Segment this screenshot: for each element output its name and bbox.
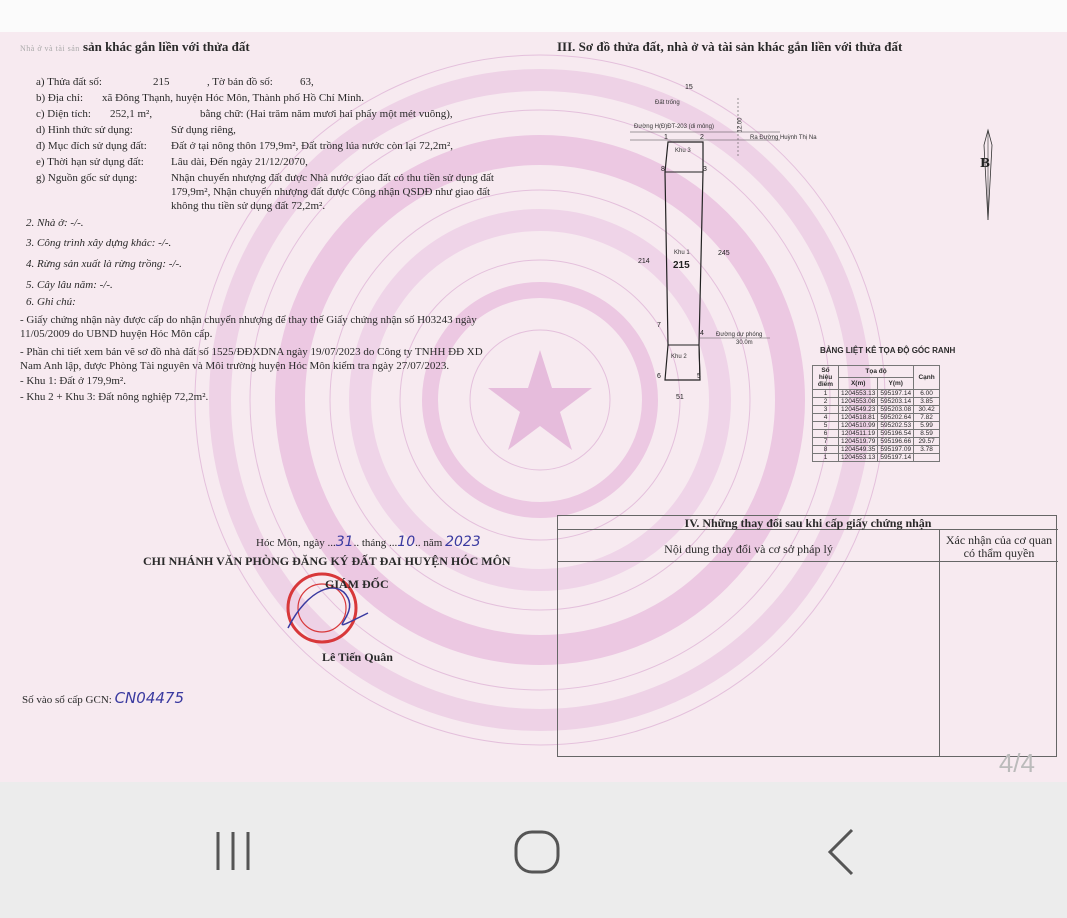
vertex-8: 8 [661, 166, 665, 173]
plot-number-value: 215 [153, 76, 170, 88]
coords-header-edge: Cạnh [914, 366, 940, 390]
origin-label: g) Nguồn gốc sử dụng: [36, 172, 138, 184]
address-value: xã Đông Thạnh, huyện Hóc Môn, Thành phố Hồ Chí Minh. [102, 92, 365, 104]
table-row: 6 1204511.19 595196.54 8.59 [813, 430, 940, 438]
coords-header-coord: Tọa độ [839, 366, 914, 378]
vertex-6: 6 [657, 373, 661, 380]
construction-item: 3. Công trình xây dựng khác: -/-. [26, 237, 172, 249]
coords-header-y: Y(m) [878, 378, 914, 390]
coords-header-point: Số hiệu điểm [813, 366, 839, 390]
label-road: Đường H(Đ)ĐT-203 (di mông) [634, 124, 714, 130]
origin-value-2: 179,9m², Nhận chuyển nhượng đất được Công nhận QSDĐ như giao đất [171, 186, 491, 198]
house-item: 2. Nhà ở: -/-. [26, 217, 84, 229]
label-parcel-51: 51 [676, 394, 684, 401]
vertex-3: 3 [703, 166, 707, 173]
map-sheet-value: 63, [300, 76, 314, 88]
map-sheet-label: , Tờ bản đồ số: [207, 76, 273, 88]
origin-value-1: Nhận chuyển nhượng đất được Nhà nước giao đất có thu tiền sử dụng đất [171, 172, 494, 184]
label-khu-3: Khu 3 [675, 148, 691, 154]
vertex-7: 7 [657, 322, 661, 329]
note-2b: Nam Anh lập, được Phòng Tài nguyên và Môi trường huyện Hóc Môn kiểm tra ngày 27/07/2023. [20, 360, 450, 372]
area-value: 252,1 m², [110, 108, 153, 120]
use-term-label: e) Thời hạn sử dụng đất: [36, 156, 144, 168]
table-row: 1 1204553.13 595197.14 [813, 454, 940, 462]
address-label: b) Địa chỉ: [36, 92, 84, 104]
signing-date: Hóc Môn, ngày ...31.. tháng ...10.. năm 2023 [256, 534, 481, 550]
registry-number: Số vào sổ cấp GCN: CN04475 [22, 689, 184, 707]
note-3: - Khu 1: Đất ở 179,9m². [20, 375, 126, 387]
area-label: c) Diện tích: [36, 108, 91, 120]
label-khu-1: Khu 1 [674, 250, 690, 256]
note-4: - Khu 2 + Khu 3: Đất nông nghiệp 72,2m². [20, 391, 209, 403]
viewer-top-bar [0, 0, 1067, 32]
use-form-label: d) Hình thức sử dụng: [36, 124, 133, 136]
label-khu-2: Khu 2 [671, 354, 687, 360]
vertex-4: 4 [700, 330, 704, 337]
coords-table-title: BẢNG LIỆT KÊ TỌA ĐỘ GÓC RANH [820, 346, 956, 355]
table-row: 4 1204518.81 595202.64 7.82 [813, 414, 940, 422]
use-form-value: Sử dụng riêng, [171, 124, 236, 136]
vertex-1: 1 [664, 134, 668, 141]
recent-apps-button[interactable] [173, 822, 293, 882]
north-label: B [980, 156, 991, 170]
table-row: 7 1204519.79 595196.66 29.57 [813, 438, 940, 446]
origin-value-3: không thu tiền sử dụng đất 72,2m². [171, 200, 326, 212]
label-parcel-main: 215 [673, 260, 690, 271]
label-parcel-15: 15 [685, 84, 693, 91]
signer-role: GIÁM ĐỐC [325, 577, 389, 591]
plot-number-label: a) Thửa đất số: [36, 76, 102, 88]
notes-title: 6. Ghi chú: [26, 296, 76, 308]
section-iv-title: IV. Những thay đổi sau khi cấp giấy chứng nhận [558, 516, 1058, 530]
changes-header-confirmation-line1: Xác nhận của cơ quan [945, 533, 1053, 547]
vertex-2: 2 [700, 134, 704, 141]
home-button[interactable] [476, 822, 596, 882]
changes-header-content: Nội dung thay đổi và cơ sở pháp lý [558, 530, 940, 562]
back-icon [782, 822, 902, 882]
changes-content-cell [558, 562, 940, 757]
recent-apps-icon [173, 822, 293, 882]
label-planned-width: 30.0m [736, 340, 753, 346]
home-icon [476, 822, 596, 882]
note-2a: - Phần chi tiết xem bản vẽ sơ đồ nhà đất số 1525/ĐĐXDNA ngày 19/07/2023 do Công ty TNHH ĐĐ XD [20, 346, 483, 358]
table-row: 8 1204549.35 595197.09 3.78 [813, 446, 940, 454]
signer-name: Lê Tiến Quân [322, 650, 393, 664]
label-parcel-245: 245 [718, 250, 730, 257]
coords-header-x: X(m) [839, 378, 878, 390]
changes-header-confirmation-line2: có thẩm quyền [963, 546, 1035, 560]
back-button[interactable] [782, 822, 902, 882]
forest-item: 4. Rừng sản xuất là rừng trồng: -/-. [26, 258, 182, 270]
table-row: 2 1204553.08 595203.14 3.85 [813, 398, 940, 406]
perennial-item: 5. Cây lâu năm: -/-. [26, 279, 113, 291]
page-indicator: 4/4 [998, 748, 1035, 778]
section-iii-title: III. Sơ đồ thửa đất, nhà ở và tài sản khác gắn liền với thửa đất [557, 39, 903, 54]
use-purpose-label: đ) Mục đích sử dụng đất: [36, 140, 147, 152]
label-parcel-214: 214 [638, 258, 650, 265]
table-row: 3 1204549.23 595203.08 30.42 [813, 406, 940, 414]
area-words: bằng chữ: (Hai trăm năm mươi hai phẩy một mét vuông), [200, 108, 453, 120]
section-ii-title: Nhà ở và tài sản sản khác gắn liền với thửa đất [20, 39, 250, 54]
label-planned-road: Đường dự phóng [716, 332, 763, 338]
use-purpose-value: Đất ở tại nông thôn 179,9m², Đất trồng lúa nước còn lại 72,2m², [171, 140, 454, 152]
use-term-value: Lâu dài, Đến ngày 21/12/2070, [171, 156, 308, 168]
label-road-width: 12.00 [737, 117, 744, 133]
changes-header-confirmation [940, 530, 1058, 562]
label-empty-land: Đất trống [655, 100, 680, 106]
table-row: 5 1204510.99 595202.53 5.99 [813, 422, 940, 430]
table-row: 1 1204553.13 595197.14 6.00 [813, 390, 940, 398]
note-1a: - Giấy chứng nhận này được cấp do nhận chuyển nhượng để thay thế Giấy chứng nhận số H03243 ngày [20, 314, 477, 326]
vertex-5: 5 [697, 373, 701, 380]
issuing-agency: CHI NHÁNH VĂN PHÒNG ĐĂNG KÝ ĐẤT ĐAI HUYỆN HÓC MÔN [143, 554, 511, 568]
coords-table [812, 365, 940, 462]
note-1b: 11/05/2009 do UBND huyện Hóc Môn cấp. [20, 328, 213, 340]
label-road-right: Ra Đường Huỳnh Thị Na [750, 135, 817, 141]
changes-table [557, 515, 1057, 757]
system-navigation-bar [0, 782, 1067, 918]
